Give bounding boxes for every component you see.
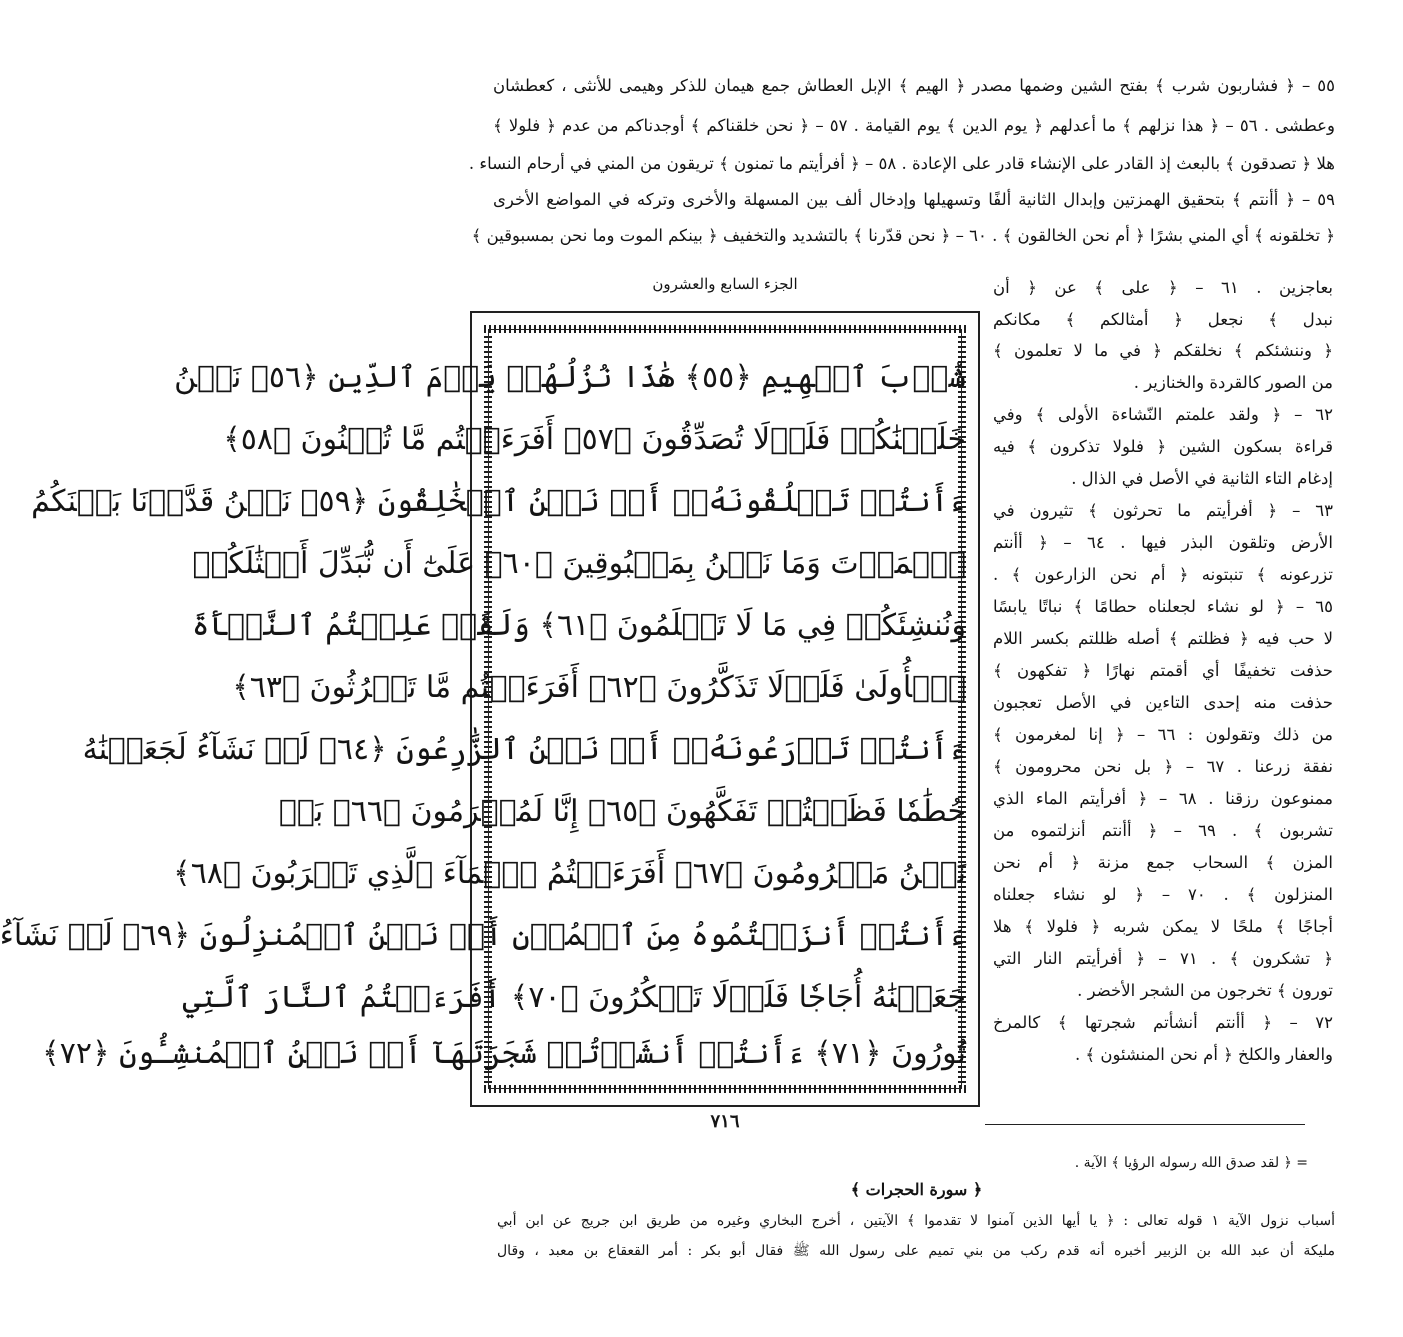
quran-line: ٱلۡأُولَىٰ فَلَوۡلَا تَذَكَّرُونَ ﴿٦٢﴾ أَفَرَءَيۡتُم مَّا تَحۡرُثُونَ ﴿٦٣﴾ [232,670,966,705]
commentary-line: المنزلون ﴾ . ٧٠ – ﴿ لو نشاء جعلناه [993,885,1333,904]
commentary-line: لا حب فيه ﴿ فظلتم ﴾ أصله ظللتم بكسر اللام [993,629,1333,648]
commentary-line: تزرعونه ﴾ تنبتونه ﴿ أم نحن الزارعون ﴾ . [993,565,1333,584]
quran-line: حُطَٰمٗا فَظَلۡتُمۡ تَفَكَّهُونَ ﴿٦٥﴾ إِنَّا لَمُغۡرَمُونَ ﴿٦٦﴾ بَلۡ [278,794,966,829]
commentary-line: ٦٥ – ﴿ لو نشاء لجعلناه حطامًا ﴾ نباتًا يابسًا [993,597,1333,616]
commentary-line: ٦٣ – ﴿ أفرأيتم ما تحرثون ﴾ تثيرون في [993,501,1333,520]
page-number: ٧١٦ [710,1111,740,1132]
top-commentary-line: ٥٥ – ﴿ فشاربون شرب ﴾ بفتح الشين وضمها مصدر ﴿ الهيم ﴾ الإبل العطاش جمع هيمان للذكر وهيمى للأنثى ، كعطشان [493,76,1335,95]
quran-line: جَعَلۡنَٰهُ أُجَاجٗا فَلَوۡلَا تَشۡكُرُونَ ﴿٧٠﴾ أَفَرَءَيۡتُمُ ٱلنَّارَ ٱلَّتِي [182,980,966,1015]
top-commentary-line: هلا ﴿ تصدقون ﴾ بالبعث إذ القادر على الإنشاء قادر على الإعادة . ٥٨ – ﴿ أفرأيتم ما تمنون ﴾ تريقون من المني في أرحام النساء . [468,154,1335,173]
commentary-line: حذفت منه إحدى التاءين في الأصل تعجبون [993,693,1333,712]
commentary-line: من الصور كالقردة والخنازير . [1133,373,1333,392]
commentary-line: الأرض وتلقون البذر فيها . ٦٤ – ﴿ أأنتم [993,533,1334,552]
commentary-line: ﴿ تشكرون ﴾ . ٧١ – ﴿ أفرأيتم النار التي [993,949,1333,968]
part-header: الجزء السابع والعشرون [652,275,798,293]
commentary-line: تورون ﴾ تخرجون من الشجر الأخضر . [1077,981,1333,1000]
top-commentary-line: ﴿ تخلقونه ﴾ أي المني بشرًا ﴿ أم نحن الخالقون ﴾ . ٦٠ – ﴿ نحن قدّرنا ﴾ بالتشديد والتخفيف ﴿ بينكم الموت وما نحن بمسبوقين ﴾ [471,226,1335,245]
commentary-line: حذفت تخفيفًا أي أقمتم نهارًا ﴿ تفكهون ﴾ [993,661,1333,680]
commentary-line: ٦٢ – ﴿ ولقد علمتم النّشاءة الأولى ﴾ وفي [993,405,1333,424]
commentary-line: ممنوعون رزقنا . ٦٨ – ﴿ أفرأيتم الماء الذي [993,789,1333,808]
quran-line: ٱلۡمَوۡتَ وَمَا نَحۡنُ بِمَسۡبُوقِينَ ﴿٦٠﴾ عَلَىٰٓ أَن نُّبَدِّلَ أَمۡثَٰلَكُمۡ [192,546,966,581]
commentary-line: إدغام التاء الثانية في الأصل في الذال . [1071,469,1333,488]
quran-line: شُرۡبَ ٱلۡهِيمِ ﴿٥٥﴾ هَٰذَا نُزُلُهُمۡ يَوۡمَ ٱلدِّينِ ﴿٥٦﴾ نَحۡنُ [174,360,966,395]
top-commentary-line: ٥٩ – ﴿ أأنتم ﴾ بتحقيق الهمزتين وإبدال الثانية ألفًا وتسهيلها وإدخال ألف بين المسهلة والأخرى وتركه في المواضع الأخرى [493,190,1335,209]
commentary-line: أجاجًا ﴾ ملحًا لا يمكن شربه ﴿ فلولا ﴾ هلا [993,917,1333,936]
commentary-line: والعفار والكلخ ﴿ أم نحن المنشئون ﴾ . [1074,1045,1333,1064]
quran-line: ءَأَنتُمۡ تَزۡرَعُونَهُۥٓ أَمۡ نَحۡنُ ٱلزَّٰرِعُونَ ﴿٦٤﴾ لَوۡ نَشَآءُ لَجَعَلۡنَٰهُ [82,732,966,767]
footnote-line: أسباب نزول الآية ١ قوله تعالى : ﴿ يا أيها الذين آمنوا لا تقدموا ﴾ الآيتين ، أخرج البخاري وغيره من طريق ابن جريج عن ابن أبي [497,1213,1335,1229]
commentary-line: المزن ﴾ السحاب جمع مزنة ﴿ أم نحن [993,853,1333,872]
commentary-line: نفقة زرعنا . ٦٧ – ﴿ بل نحن محرومون ﴾ [993,757,1333,776]
quran-line: نَحۡنُ مَحۡرُومُونَ ﴿٦٧﴾ أَفَرَءَيۡتُمُ ٱلۡمَآءَ ٱلَّذِي تَشۡرَبُونَ ﴿٦٨﴾ [173,856,966,891]
footnote-line: مليكة أن عبد الله بن الزبير أخبره أنه قدم ركب من بني تميم على رسول الله ﷺ فقال أبو بكر : أمر القعقاع بن معبد ، وقال [497,1243,1335,1259]
quran-line: خَلَقۡنَٰكُمۡ فَلَوۡلَا تُصَدِّقُونَ ﴿٥٧﴾ أَفَرَءَيۡتُم مَّا تُمۡنُونَ ﴿٥٨﴾ [223,422,966,457]
quran-line: ءَأَنتُمۡ تَخۡلُقُونَهُۥٓ أَمۡ نَحۡنُ ٱلۡخَٰلِقُونَ ﴿٥٩﴾ نَحۡنُ قَدَّرۡنَا بَيۡنَكُمُ [31,484,966,519]
commentary-line: بعاجزين . ٦١ – ﴿ على ﴾ عن ﴿ أن [993,278,1333,297]
commentary-line: من ذلك وتقولون : ٦٦ – ﴿ إنا لمغرمون ﴾ [993,725,1333,744]
commentary-line: قراءة بسكون الشين ﴿ فلولا تذكرون ﴾ فيه [993,437,1333,456]
top-commentary-line: وعطشى . ٥٦ – ﴿ هذا نزلهم ﴾ ما أعدلهم ﴿ يوم الدين ﴾ يوم القيامة . ٥٧ – ﴿ نحن خلقناكم ﴾ أوجدناكم من عدم ﴿ فلولا ﴾ [493,116,1335,135]
quran-line: تُورُونَ ﴿٧١﴾ ءَأَنتُمۡ أَنشَأۡتُمۡ شَجَرَتَهَآ أَمۡ نَحۡنُ ٱلۡمُنشِـُٔونَ ﴿٧٢﴾ [42,1036,966,1071]
quran-line: وَنُنشِئَكُمۡ فِي مَا لَا تَعۡلَمُونَ ﴿٦١﴾ وَلَقَدۡ عَلِمۡتُمُ ٱلنَّشۡأَةَ [191,608,966,643]
commentary-line: ٧٢ – ﴿ أأنتم أنشأتم شجرتها ﴾ كالمرخ [993,1013,1333,1032]
surah-title: ﴿ سورة الحجرات ﴾ [850,1180,983,1199]
commentary-line: تشربون ﴾ . ٦٩ – ﴿ أأنتم أنزلتموه من [993,821,1333,840]
commentary-line: ﴿ وننشئكم ﴾ نخلقكم ﴿ في ما لا تعلمون ﴾ [993,341,1333,360]
footnote-continuation: = ﴿ لقد صدق الله رسوله الرؤيا ﴾ الآية . [1074,1155,1308,1171]
commentary-line: نبدل ﴾ نجعل ﴿ أمثالكم ﴾ مكانكم [993,310,1333,329]
footnote-divider [985,1124,1305,1125]
quran-line: ءَأَنتُمۡ أَنزَلۡتُمُوهُ مِنَ ٱلۡمُزۡنِ أَمۡ نَحۡنُ ٱلۡمُنزِلُونَ ﴿٦٩﴾ لَوۡ نَشَآءُ [0,918,966,953]
